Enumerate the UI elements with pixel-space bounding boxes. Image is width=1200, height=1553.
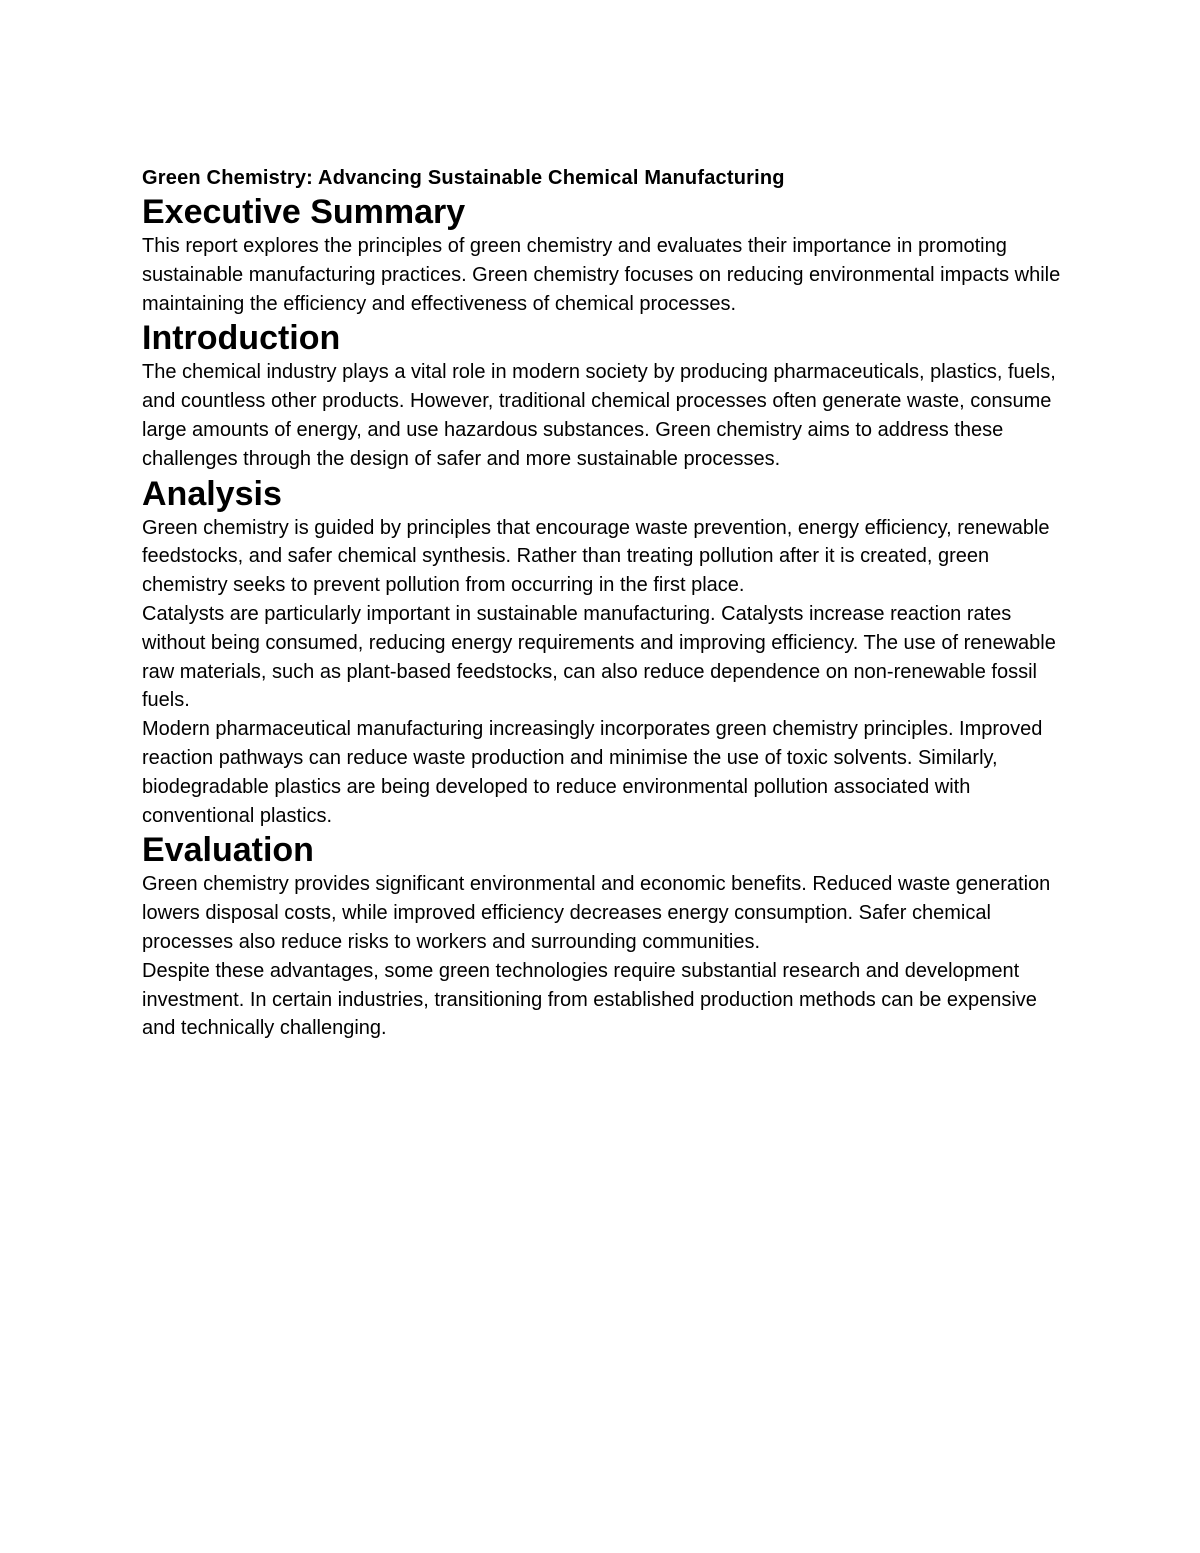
heading-evaluation: Evaluation [142, 831, 314, 870]
paragraph-evaluation-1: Green chemistry provides significant environmental and economic benefits. Reduced waste generation lowers disposal costs, while improved efficiency decreases energy consumption. Safer chemical processes also reduce risks to workers and surrounding communities. [142, 873, 1051, 953]
heading-introduction: Introduction [142, 319, 341, 358]
paragraph-analysis-1: Green chemistry is guided by principles that encourage waste prevention, energy efficiency, renewable feedstocks, and safer chemical synthesis. Rather than treating pollution after it is created, green chemistry seeks to prevent pollution from occurring in the first place. [142, 516, 1050, 597]
document-title: Green Chemistry: Advancing Sustainable Chemical Manufacturing [142, 167, 785, 189]
heading-executive-summary: Executive Summary [142, 193, 466, 231]
document-body [142, 164, 1072, 1043]
paragraph-analysis-3: Modern pharmaceutical manufacturing increasingly incorporates green chemistry principles. Improved reaction pathways can reduce waste production and minimise the use of toxic solvents. Similarly, biodegradable plastics are being developed to reduce environmental pollution associated with conventional plastics. [142, 718, 1043, 827]
paragraph-executive-summary: This report explores the principles of green chemistry and evaluates their importance in promoting sustainable manufacturing practices. Green chemistry focuses on reducing environmental impacts while maintaining the efficiency and effectiveness of chemical processes. [142, 235, 1061, 315]
heading-analysis: Analysis [142, 474, 282, 513]
paragraph-analysis-2: Catalysts are particularly important in sustainable manufacturing. Catalysts increase reaction rates without being consumed, reducing energy requirements and improving efficiency. The use of renewable raw materials, such as plant-based feedstocks, can also reduce dependence on non-renewable fossil fuels. [142, 602, 1056, 712]
paragraph-evaluation-2: Despite these advantages, some green technologies require substantial research and development investment. In certain industries, transitioning from established production methods can be expensive and technically challenging. [142, 959, 1037, 1040]
paragraph-introduction: The chemical industry plays a vital role in modern society by producing pharmaceuticals, plastics, fuels, and countless other products. However, traditional chemical processes often generate waste, consume large amounts of energy, and use hazardous substances. Green chemistry aims to address these challenges through the design of safer and more sustainable processes. [142, 361, 1056, 470]
